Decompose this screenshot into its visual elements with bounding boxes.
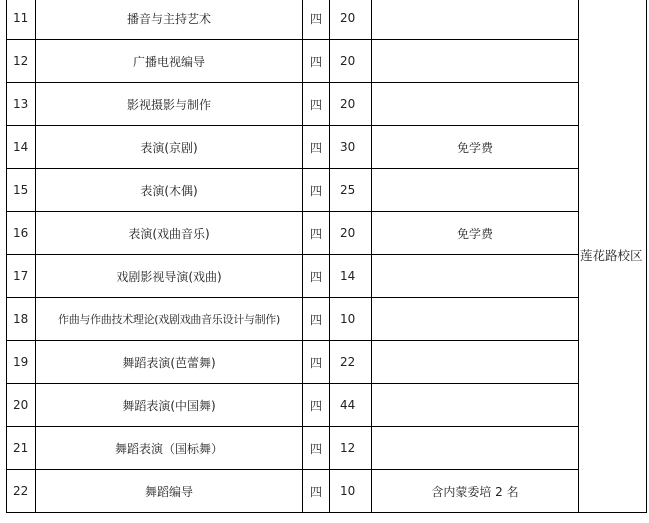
- major-name: 舞蹈表演(芭蕾舞): [36, 341, 303, 384]
- enrollment-quota: 20: [330, 0, 372, 40]
- major-name: 表演(京剧): [36, 126, 303, 169]
- remark: 含内蒙委培 2 名: [372, 470, 579, 513]
- study-years: 四: [303, 255, 330, 298]
- row-number: 16: [7, 212, 36, 255]
- major-name: 舞蹈表演(中国舞): [36, 384, 303, 427]
- table-row: [7, 298, 647, 341]
- study-years: 四: [303, 470, 330, 513]
- row-number: 12: [7, 40, 36, 83]
- remark: [372, 298, 579, 341]
- enrollment-quota: 20: [330, 40, 372, 83]
- major-name: 作曲与作曲技术理论(戏剧戏曲音乐设计与制作): [36, 298, 303, 341]
- enrollment-quota: 20: [330, 212, 372, 255]
- remark: 免学费: [372, 212, 579, 255]
- enrollment-quota: 20: [330, 83, 372, 126]
- enrollment-quota: 30: [330, 126, 372, 169]
- major-name: 播音与主持艺术: [36, 0, 303, 40]
- campus-name: 莲花路校区: [579, 0, 647, 513]
- enrollment-quota: 10: [330, 470, 372, 513]
- enrollment-quota: 12: [330, 427, 372, 470]
- study-years: 四: [303, 212, 330, 255]
- table-row: [7, 470, 647, 513]
- major-name: 戏剧影视导演(戏曲): [36, 255, 303, 298]
- major-name: 广播电视编导: [36, 40, 303, 83]
- study-years: 四: [303, 298, 330, 341]
- study-years: 四: [303, 169, 330, 212]
- row-number: 17: [7, 255, 36, 298]
- enrollment-table: [6, 0, 647, 513]
- row-number: 13: [7, 83, 36, 126]
- table-row: [7, 212, 647, 255]
- major-name: 表演(木偶): [36, 169, 303, 212]
- major-name: 舞蹈表演（国标舞）: [36, 427, 303, 470]
- study-years: 四: [303, 427, 330, 470]
- remark: [372, 384, 579, 427]
- row-number: 14: [7, 126, 36, 169]
- table-row: [7, 83, 647, 126]
- table-row: [7, 384, 647, 427]
- row-number: 21: [7, 427, 36, 470]
- row-number: 15: [7, 169, 36, 212]
- row-number: 18: [7, 298, 36, 341]
- remark: [372, 40, 579, 83]
- remark: [372, 83, 579, 126]
- remark: [372, 427, 579, 470]
- table-row: [7, 341, 647, 384]
- table-row: [7, 126, 647, 169]
- row-number: 22: [7, 470, 36, 513]
- remark: [372, 0, 579, 40]
- enrollment-quota: 14: [330, 255, 372, 298]
- remark: [372, 169, 579, 212]
- study-years: 四: [303, 341, 330, 384]
- table-row: [7, 0, 647, 40]
- table-row: [7, 40, 647, 83]
- study-years: 四: [303, 384, 330, 427]
- enrollment-quota: 22: [330, 341, 372, 384]
- study-years: 四: [303, 40, 330, 83]
- enrollment-quota: 44: [330, 384, 372, 427]
- remark: [372, 341, 579, 384]
- major-name: 影视摄影与制作: [36, 83, 303, 126]
- row-number: 11: [7, 0, 36, 40]
- remark: 免学费: [372, 126, 579, 169]
- remark: [372, 255, 579, 298]
- table-row: [7, 255, 647, 298]
- enrollment-quota: 25: [330, 169, 372, 212]
- study-years: 四: [303, 0, 330, 40]
- study-years: 四: [303, 83, 330, 126]
- table-row: [7, 427, 647, 470]
- study-years: 四: [303, 126, 330, 169]
- row-number: 19: [7, 341, 36, 384]
- table-row: [7, 169, 647, 212]
- major-name: 表演(戏曲音乐): [36, 212, 303, 255]
- enrollment-quota: 10: [330, 298, 372, 341]
- major-name: 舞蹈编导: [36, 470, 303, 513]
- row-number: 20: [7, 384, 36, 427]
